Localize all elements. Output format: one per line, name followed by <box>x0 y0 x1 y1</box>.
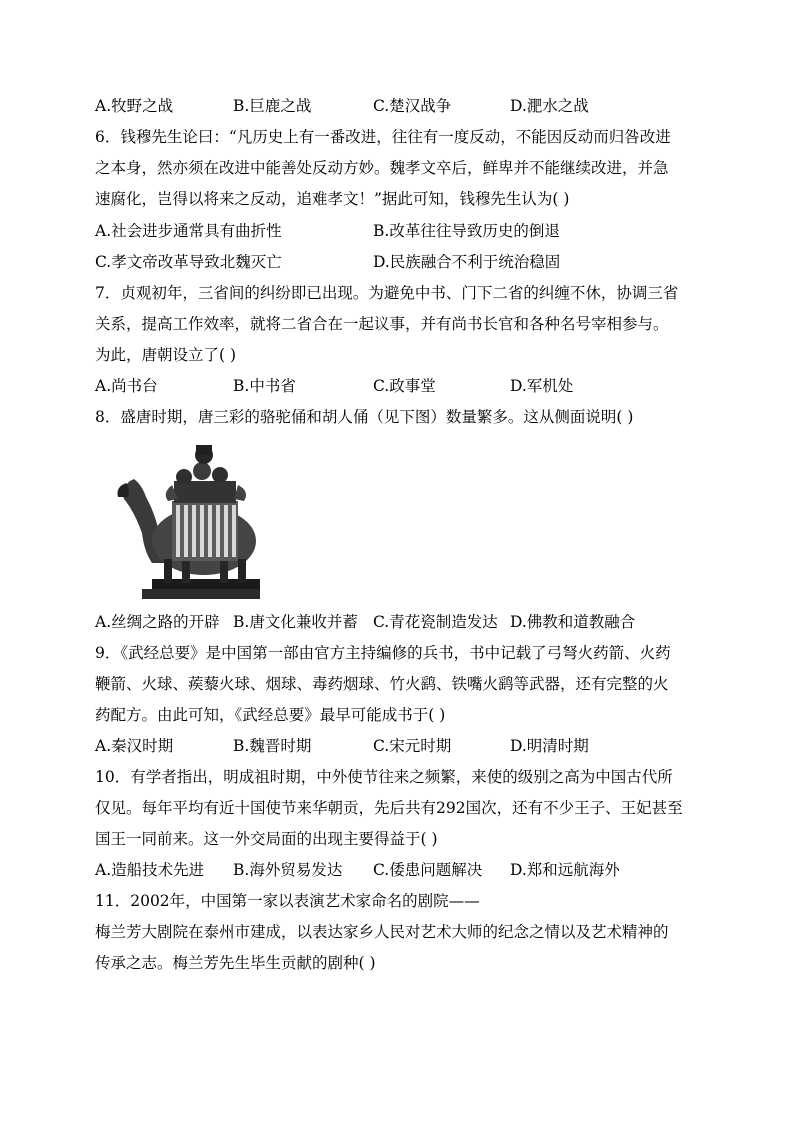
camel-figurine-image <box>112 441 260 599</box>
q8-option-c[interactable]: C.青花瓷制造发达 <box>373 613 498 631</box>
q9-option-d[interactable]: D.明清时期 <box>510 737 589 755</box>
q10-option-a[interactable]: A.造船技术先进 <box>95 861 205 879</box>
q6-stem-line-3: 速腐化，岂得以将来之反动，追难孝文！”据此可知，钱穆先生认为( ) <box>95 190 570 208</box>
q6-options-row-1 <box>95 221 705 241</box>
q11-stem-line-3: 传承之志。梅兰芳先生毕生贡献的剧种( ) <box>95 954 376 972</box>
q10-stem-line-1: 10．有学者指出，明成祖时期，中外使节往来之频繁，来使的级别之高为中国古代所 <box>95 768 673 786</box>
q10-option-b[interactable]: B.海外贸易发达 <box>233 861 343 879</box>
q6-option-b[interactable]: B.改革往往导致历史的倒退 <box>373 222 560 240</box>
q9-option-b[interactable]: B.魏晋时期 <box>233 737 312 755</box>
q8-stem-line-1: 8．盛唐时期，唐三彩的骆驼俑和胡人俑（见下图）数量繁多。这从侧面说明( ) <box>95 408 634 426</box>
q10-stem-line-2: 仅见。每年平均有近十国使节来华朝贡，先后共有292国次，还有不少王子、王妃甚至 <box>95 799 683 817</box>
q9-options <box>95 736 705 756</box>
q6-options-row-2 <box>95 252 705 272</box>
q9-stem-line-3: 药配方。由此可知，《武经总要》最早可能成书于( ) <box>95 706 446 724</box>
q5-option-b[interactable]: B.巨鹿之战 <box>233 97 312 115</box>
q7-stem-line-3: 为此，唐朝设立了( ) <box>95 346 237 364</box>
q6-stem-line-2: 之本身，然亦须在改进中能善处反动方妙。魏孝文卒后，鲜卑并不能继续改进，并急 <box>95 159 669 177</box>
q9-stem-line-1: 9．《武经总要》是中国第一部由官方主持编修的兵书，书中记载了弓弩火药箭、火药 <box>95 644 671 662</box>
q7-option-b[interactable]: B.中书省 <box>233 377 296 395</box>
q7-stem-line-2: 关系，提高工作效率，就将二省合在一起议事，并有尚书长官和各种名号宰相参与。 <box>95 315 669 333</box>
q11-stem-line-1: 11．2002年，中国第一家以表演艺术家命名的剧院—— <box>95 892 480 910</box>
q6-stem-line-1: 6．钱穆先生论曰：“凡历史上有一番改进，往往有一度反动，不能因反动而归咎改进 <box>95 128 671 146</box>
q8-option-b[interactable]: B.唐文化兼收并蓄 <box>233 613 358 631</box>
q10-option-d[interactable]: D.郑和远航海外 <box>510 861 620 879</box>
q9-option-a[interactable]: A.秦汉时期 <box>95 737 174 755</box>
q8-options <box>95 612 705 632</box>
q7-stem-line-1: 7．贞观初年，三省间的纠纷即已出现。为避免中书、门下二省的纠缠不休，协调三省 <box>95 284 679 302</box>
q10-stem-line-3: 国王一同前来。这一外交局面的出现主要得益于( ) <box>95 830 438 848</box>
q5-option-a[interactable]: A.牧野之战 <box>95 97 174 115</box>
q7-option-d[interactable]: D.军机处 <box>510 377 574 395</box>
q10-options <box>95 860 705 880</box>
q10-option-c[interactable]: C.倭患问题解决 <box>373 861 483 879</box>
q6-option-a[interactable]: A.社会进步通常具有曲折性 <box>95 222 282 240</box>
q8-option-a[interactable]: A.丝绸之路的开辟 <box>95 613 220 631</box>
q7-options <box>95 376 705 396</box>
q7-option-a[interactable]: A.尚书台 <box>95 377 158 395</box>
q7-option-c[interactable]: C.政事堂 <box>373 377 436 395</box>
q5-options <box>95 96 705 116</box>
q11-stem-line-2: 梅兰芳大剧院在泰州市建成，以表达家乡人民对艺术大师的纪念之情以及艺术精神的 <box>95 923 669 941</box>
q9-stem-line-2: 鞭箭、火球、蒺藜火球、烟球、毒药烟球、竹火鹞、铁嘴火鹞等武器，还有完整的火 <box>95 675 669 693</box>
q6-option-d[interactable]: D.民族融合不利于统治稳固 <box>373 253 561 271</box>
q8-option-d[interactable]: D.佛教和道教融合 <box>510 613 636 631</box>
q6-option-c[interactable]: C.孝文帝改革导致北魏灭亡 <box>95 253 282 271</box>
q9-option-c[interactable]: C.宋元时期 <box>373 737 452 755</box>
q5-option-d[interactable]: D.淝水之战 <box>510 97 589 115</box>
q5-option-c[interactable]: C.楚汉战争 <box>373 97 452 115</box>
